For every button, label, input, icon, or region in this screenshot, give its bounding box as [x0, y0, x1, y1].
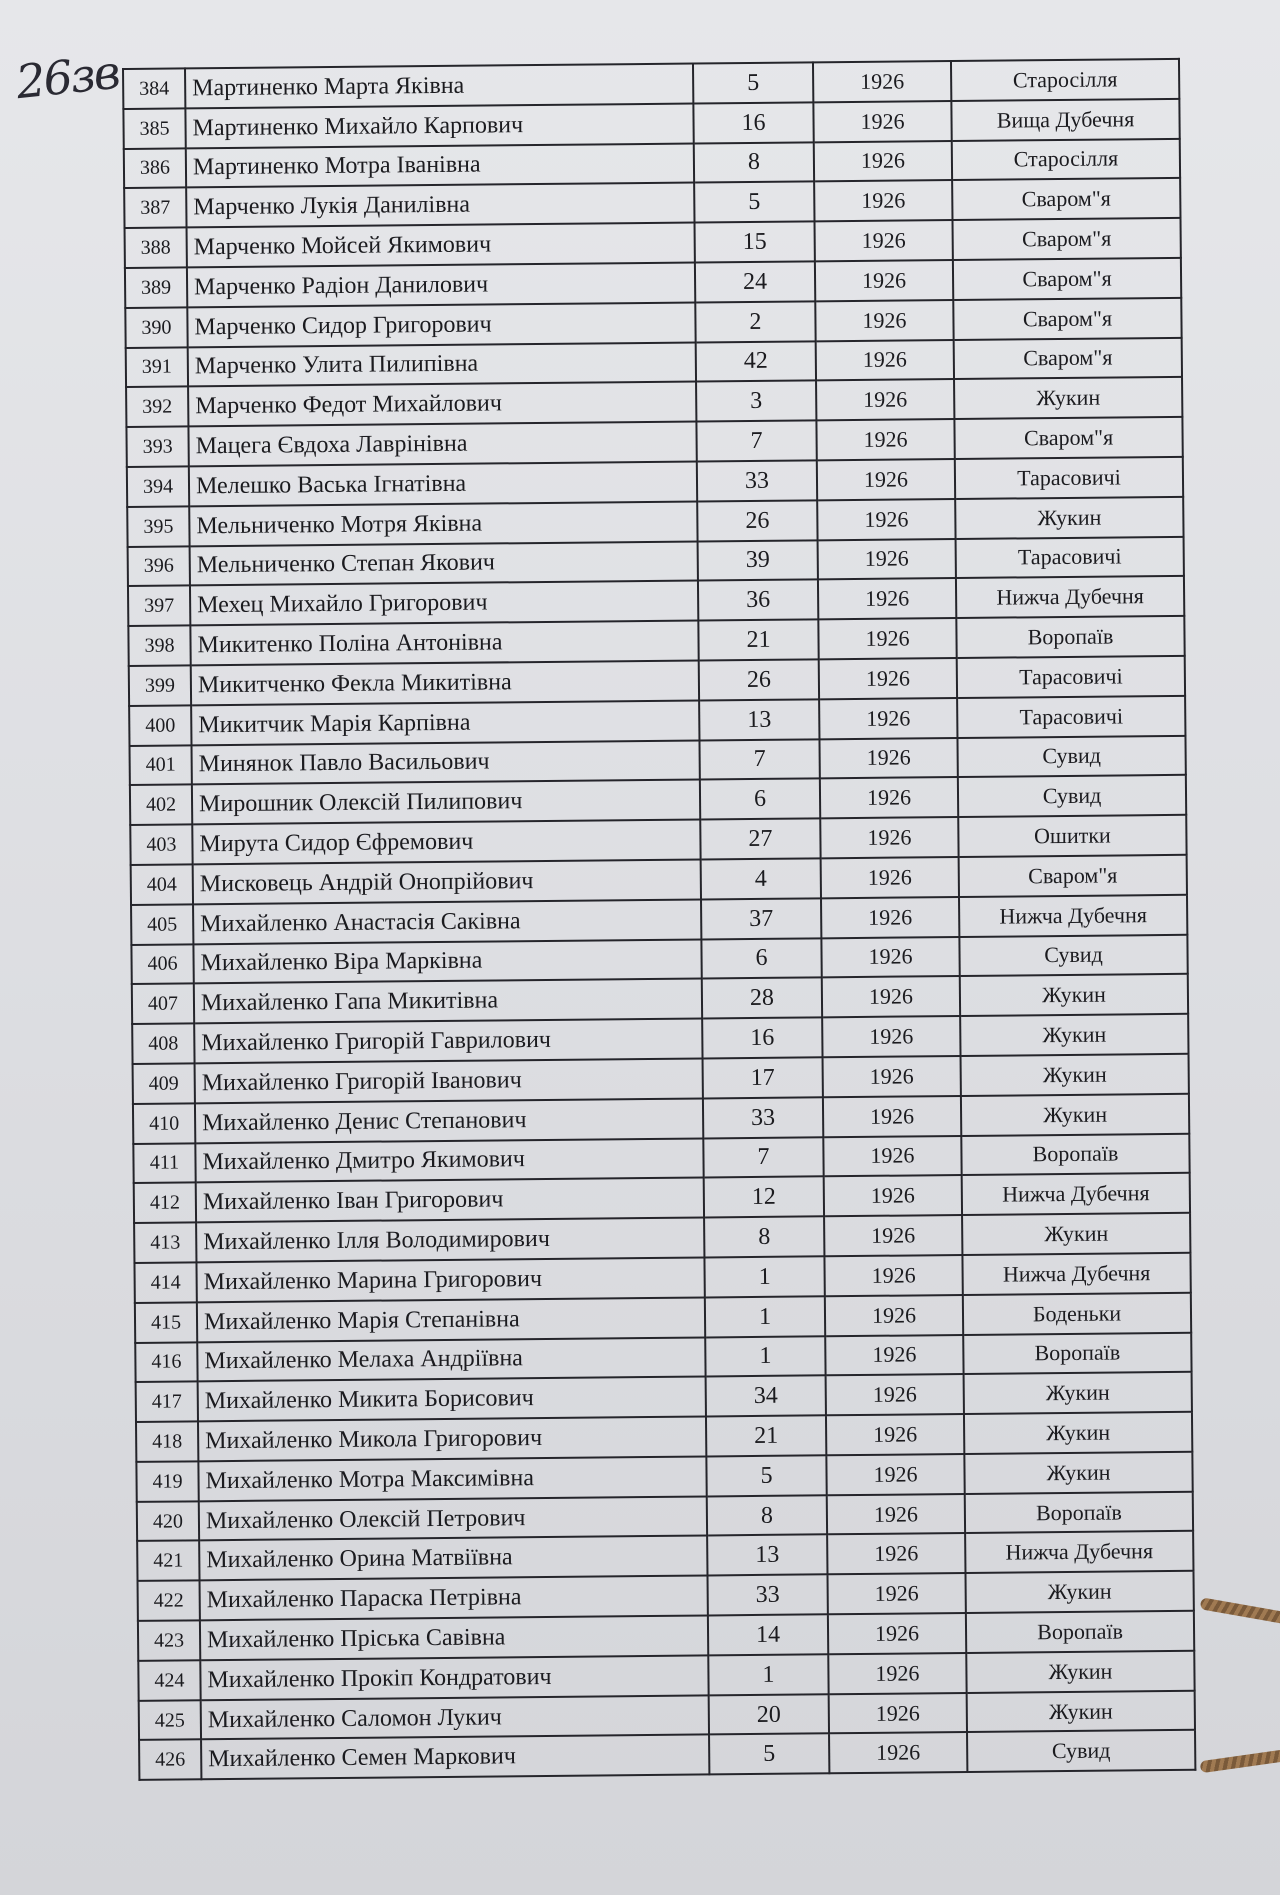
- record-number: 389: [125, 267, 187, 307]
- year: 1926: [825, 1334, 963, 1375]
- village: Сваром"я: [953, 298, 1181, 340]
- record-number: 407: [132, 984, 194, 1024]
- village: Сваром"я: [953, 258, 1181, 300]
- village: Старосілля: [952, 138, 1180, 180]
- year: 1926: [822, 1016, 960, 1057]
- record-number: 397: [128, 586, 190, 626]
- record-number: 392: [126, 387, 188, 427]
- age: 5: [709, 1734, 829, 1775]
- village: Жукин: [965, 1571, 1193, 1613]
- age: 8: [707, 1495, 827, 1536]
- year: 1926: [817, 499, 955, 540]
- year: 1926: [816, 340, 954, 381]
- age: 4: [701, 858, 821, 899]
- year: 1926: [818, 578, 956, 619]
- record-number: 426: [139, 1740, 201, 1780]
- person-name: Марченко Лукія Данилівна: [186, 183, 694, 228]
- person-name: Минянок Павло Васильович: [192, 740, 700, 785]
- year: 1926: [815, 260, 953, 301]
- village: Нижча Дубечня: [959, 895, 1187, 937]
- record-number: 408: [132, 1023, 194, 1063]
- village: Ошитки: [958, 815, 1186, 857]
- person-name: Микитенко Поліна Антонівна: [190, 621, 698, 666]
- person-name: Марченко Сидор Григорович: [187, 302, 695, 347]
- year: 1926: [827, 1494, 965, 1535]
- age: 21: [706, 1415, 826, 1456]
- year: 1926: [813, 101, 951, 142]
- record-number: 400: [129, 705, 191, 745]
- register-body: [123, 59, 1195, 1780]
- age: 37: [701, 898, 821, 939]
- village: Жукин: [964, 1452, 1192, 1494]
- record-number: 406: [131, 944, 193, 984]
- year: 1926: [823, 1096, 961, 1137]
- age: 8: [704, 1216, 824, 1257]
- age: 42: [696, 341, 816, 382]
- year: 1926: [820, 777, 958, 818]
- village: Жукин: [966, 1651, 1194, 1693]
- village: Боденьки: [963, 1292, 1191, 1334]
- person-name: Микитчик Марія Карпівна: [191, 700, 699, 745]
- village: Жукин: [954, 377, 1182, 419]
- village: Жукин: [962, 1213, 1190, 1255]
- age: 7: [696, 421, 816, 462]
- record-number: 420: [137, 1501, 199, 1541]
- village: Сувид: [957, 735, 1185, 777]
- age: 28: [702, 978, 822, 1019]
- age: 33: [697, 460, 817, 501]
- village: Сваром"я: [959, 855, 1187, 897]
- village: Тарасовичі: [957, 656, 1185, 698]
- village: Жукин: [960, 974, 1188, 1016]
- age: 6: [700, 779, 820, 820]
- year: 1926: [814, 180, 952, 221]
- year: 1926: [828, 1653, 966, 1694]
- person-name: Марченко Улита Пилипівна: [188, 342, 696, 387]
- record-number: 424: [138, 1660, 200, 1700]
- record-number: 412: [134, 1183, 196, 1223]
- record-number: 413: [134, 1222, 196, 1262]
- record-number: 386: [124, 148, 186, 188]
- person-name: Мельниченко Мотря Яківна: [189, 501, 697, 546]
- age: 1: [704, 1256, 824, 1297]
- person-name: Михайленко Анастасія Саківна: [193, 899, 701, 944]
- year: 1926: [817, 459, 955, 500]
- year: 1926: [820, 817, 958, 858]
- record-number: 425: [139, 1700, 201, 1740]
- person-name: Михайленко Семен Маркович: [201, 1735, 709, 1780]
- year: 1926: [824, 1175, 962, 1216]
- age: 33: [703, 1097, 823, 1138]
- age: 36: [698, 580, 818, 621]
- village: Нижча Дубечня: [956, 576, 1184, 618]
- village: Жукин: [964, 1412, 1192, 1454]
- age: 14: [708, 1614, 828, 1655]
- age: 21: [698, 619, 818, 660]
- person-name: Марченко Мойсей Якимович: [187, 223, 695, 268]
- age: 26: [699, 659, 819, 700]
- age: 1: [705, 1296, 825, 1337]
- person-name: Михайленко Віра Марківна: [193, 939, 701, 984]
- year: 1926: [827, 1573, 965, 1614]
- record-number: 417: [136, 1382, 198, 1422]
- year: 1926: [821, 937, 959, 978]
- village: Сувид: [958, 775, 1186, 817]
- record-number: 387: [124, 188, 186, 228]
- record-number: 401: [130, 745, 192, 785]
- person-name: Михайленко Мелаха Андріївна: [197, 1337, 705, 1382]
- person-name: Михайленко Іван Григорович: [196, 1178, 704, 1223]
- person-name: Мелешко Васька Ігнатівна: [189, 461, 697, 506]
- year: 1926: [824, 1215, 962, 1256]
- record-number: 410: [133, 1103, 195, 1143]
- village: Жукин: [967, 1690, 1195, 1732]
- year: 1926: [823, 1056, 961, 1097]
- record-number: 405: [131, 904, 193, 944]
- year: 1926: [824, 1255, 962, 1296]
- village: Тарасовичі: [956, 536, 1184, 578]
- village: Тарасовичі: [957, 696, 1185, 738]
- person-name: Михайленко Ілля Володимирович: [196, 1218, 704, 1263]
- year: 1926: [826, 1374, 964, 1415]
- person-name: Мисковець Андрій Онопрійович: [193, 859, 701, 904]
- folio-number: 26зв: [13, 44, 121, 110]
- year: 1926: [813, 61, 951, 102]
- age: 5: [694, 182, 814, 223]
- village: Сваром"я: [952, 218, 1180, 260]
- age: 5: [706, 1455, 826, 1496]
- age: 27: [700, 818, 820, 859]
- year: 1926: [815, 300, 953, 341]
- record-number: 415: [135, 1302, 197, 1342]
- year: 1926: [819, 738, 957, 779]
- person-name: Марченко Федот Михайлович: [188, 382, 696, 427]
- year: 1926: [816, 379, 954, 420]
- person-name: Михайленко Пріська Савівна: [200, 1616, 708, 1661]
- record-number: 390: [125, 307, 187, 347]
- age: 13: [699, 699, 819, 740]
- year: 1926: [826, 1414, 964, 1455]
- village: Нижча Дубечня: [962, 1253, 1190, 1295]
- village: Воропаїв: [961, 1133, 1189, 1175]
- village: Вища Дубечня: [951, 99, 1179, 141]
- record-number: 396: [128, 546, 190, 586]
- year: 1926: [821, 857, 959, 898]
- person-name: Михайленко Параска Петрівна: [200, 1576, 708, 1621]
- person-name: Михайленко Прокіп Кондратович: [200, 1655, 708, 1700]
- age: 7: [703, 1137, 823, 1178]
- village: Сувид: [959, 934, 1187, 976]
- village: Жукин: [964, 1372, 1192, 1414]
- record-number: 418: [136, 1421, 198, 1461]
- age: 24: [695, 261, 815, 302]
- village: Жукин: [961, 1054, 1189, 1096]
- village: Сваром"я: [952, 178, 1180, 220]
- village: Жукин: [960, 1014, 1188, 1056]
- person-name: Михайленко Мотра Максимівна: [198, 1456, 706, 1501]
- person-name: Мартиненко Мотра Іванівна: [186, 143, 694, 188]
- village: Воропаїв: [966, 1611, 1194, 1653]
- year: 1926: [823, 1136, 961, 1177]
- age: 17: [703, 1057, 823, 1098]
- record-number: 419: [136, 1461, 198, 1501]
- village: Жукин: [955, 497, 1183, 539]
- person-name: Мартиненко Марта Яківна: [185, 64, 693, 109]
- village: Сувид: [967, 1730, 1195, 1772]
- village: Воропаїв: [965, 1491, 1193, 1533]
- register-table: [122, 58, 1196, 1781]
- binding-thread: [1200, 1749, 1280, 1773]
- age: 5: [693, 62, 813, 103]
- age: 39: [698, 540, 818, 581]
- person-name: Михайленко Микита Борисович: [198, 1377, 706, 1422]
- age: 1: [708, 1654, 828, 1695]
- age: 2: [695, 301, 815, 342]
- record-number: 421: [137, 1541, 199, 1581]
- record-number: 402: [130, 785, 192, 825]
- person-name: Мельниченко Степан Якович: [190, 541, 698, 586]
- age: 15: [695, 222, 815, 263]
- year: 1926: [826, 1454, 964, 1495]
- person-name: Михайленко Орина Матвіївна: [199, 1536, 707, 1581]
- year: 1926: [818, 618, 956, 659]
- record-number: 416: [135, 1342, 197, 1382]
- village: Сваром"я: [954, 417, 1182, 459]
- year: 1926: [818, 539, 956, 580]
- record-number: 403: [130, 825, 192, 865]
- age: 20: [709, 1694, 829, 1735]
- record-number: 399: [129, 665, 191, 705]
- age: 8: [694, 142, 814, 183]
- year: 1926: [816, 419, 954, 460]
- age: 33: [707, 1575, 827, 1616]
- year: 1926: [829, 1732, 967, 1773]
- record-number: 398: [128, 626, 190, 666]
- year: 1926: [819, 698, 957, 739]
- village: Нижча Дубечня: [962, 1173, 1190, 1215]
- age: 12: [704, 1177, 824, 1218]
- village: Тарасовичі: [955, 457, 1183, 499]
- person-name: Мацега Євдоха Лаврінівна: [188, 422, 696, 467]
- year: 1926: [828, 1613, 966, 1654]
- year: 1926: [822, 976, 960, 1017]
- person-name: Мирошник Олексій Пилипович: [192, 780, 700, 825]
- record-number: 411: [133, 1143, 195, 1183]
- year: 1926: [814, 141, 952, 182]
- age: 7: [699, 739, 819, 780]
- age: 34: [706, 1376, 826, 1417]
- record-number: 388: [125, 228, 187, 268]
- record-number: 391: [126, 347, 188, 387]
- person-name: Михайленко Олексій Петрович: [199, 1496, 707, 1541]
- record-number: 414: [134, 1262, 196, 1302]
- person-name: Михайленко Григорій Іванович: [195, 1058, 703, 1103]
- person-name: Мехец Михайло Григорович: [190, 581, 698, 626]
- person-name: Михайленко Дмитро Якимович: [195, 1138, 703, 1183]
- record-number: 393: [126, 427, 188, 467]
- record-number: 423: [138, 1620, 200, 1660]
- age: 13: [707, 1535, 827, 1576]
- record-number: 404: [131, 864, 193, 904]
- person-name: Микитченко Фекла Микитівна: [191, 660, 699, 705]
- age: 6: [701, 938, 821, 979]
- person-name: Михайленко Марія Степанівна: [197, 1297, 705, 1342]
- village: Жукин: [961, 1094, 1189, 1136]
- village: Старосілля: [951, 59, 1179, 101]
- person-name: Михайленко Григорій Гаврилович: [194, 1019, 702, 1064]
- age: 16: [693, 102, 813, 143]
- village: Воропаїв: [963, 1332, 1191, 1374]
- person-name: Мартиненко Михайло Карпович: [185, 103, 693, 148]
- record-number: 409: [133, 1063, 195, 1103]
- year: 1926: [815, 220, 953, 261]
- year: 1926: [819, 658, 957, 699]
- year: 1926: [821, 897, 959, 938]
- record-number: 395: [127, 506, 189, 546]
- age: 26: [697, 500, 817, 541]
- person-name: Мирута Сидор Єфремович: [192, 820, 700, 865]
- age: 16: [702, 1017, 822, 1058]
- record-number: 394: [127, 466, 189, 506]
- year: 1926: [829, 1693, 967, 1734]
- record-number: 384: [123, 68, 185, 108]
- year: 1926: [825, 1295, 963, 1336]
- record-number: 422: [138, 1581, 200, 1621]
- person-name: Михайленко Саломон Лукич: [201, 1695, 709, 1740]
- village: Воропаїв: [956, 616, 1184, 658]
- person-name: Марченко Радіон Данилович: [187, 262, 695, 307]
- year: 1926: [827, 1533, 965, 1574]
- record-number: 385: [123, 108, 185, 148]
- person-name: Михайленко Марина Григорович: [196, 1257, 704, 1302]
- village: Сваром"я: [954, 337, 1182, 379]
- village: Нижча Дубечня: [965, 1531, 1193, 1573]
- age: 1: [705, 1336, 825, 1377]
- binding-thread: [1200, 1597, 1280, 1624]
- person-name: Михайленко Гапа Микитівна: [194, 979, 702, 1024]
- person-name: Михайленко Денис Степанович: [195, 1098, 703, 1143]
- age: 3: [696, 381, 816, 422]
- person-name: Михайленко Микола Григорович: [198, 1417, 706, 1462]
